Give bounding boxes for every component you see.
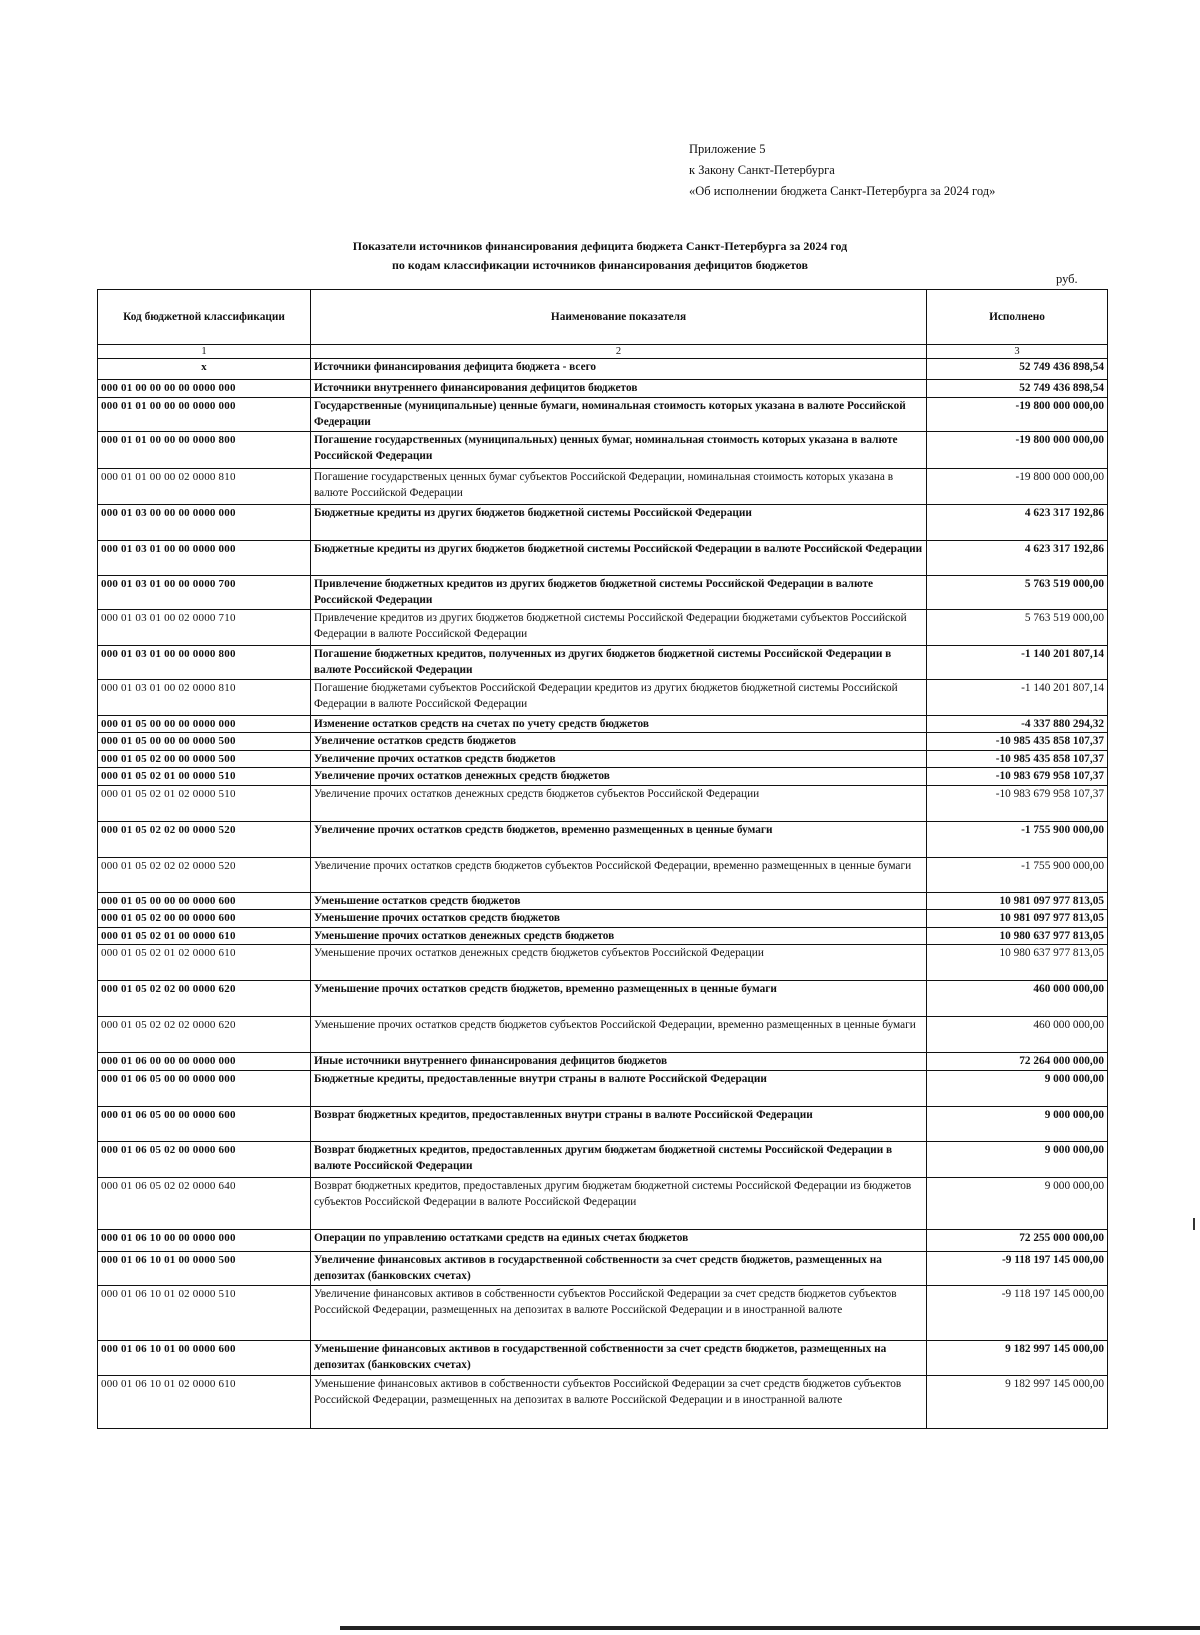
row-name: Увеличение прочих остатков средств бюджетов субъектов Российской Федерации, временно размещенных в ценные бумаги (311, 857, 927, 892)
row-name: Уменьшение прочих остатков средств бюджетов (311, 910, 927, 928)
row-value: -10 983 679 958 107,37 (927, 785, 1108, 821)
row-value: -19 800 000 000,00 (927, 468, 1108, 504)
row-name: Операции по управлению остатками средств на единых счетах бюджетов (311, 1229, 927, 1251)
row-value: -19 800 000 000,00 (927, 431, 1108, 468)
row-value: 72 264 000 000,00 (927, 1053, 1108, 1071)
row-name: Возврат бюджетных кредитов, предоставленных внутри страны в валюте Российской Федерации (311, 1106, 927, 1141)
row-name: Уменьшение прочих остатков средств бюджетов субъектов Российской Федерации, временно размещенных в ценные бумаги (311, 1017, 927, 1053)
row-value: 4 623 317 192,86 (927, 540, 1108, 575)
table-row (98, 431, 1108, 468)
row-code: 000 01 05 02 01 00 0000 510 (98, 768, 311, 786)
row-code: 000 01 06 05 02 00 0000 600 (98, 1141, 311, 1177)
table-row (98, 1053, 1108, 1071)
row-value: 9 000 000,00 (927, 1177, 1108, 1229)
row-code: 000 01 05 02 00 00 0000 600 (98, 910, 311, 928)
row-name: Уменьшение остатков средств бюджетов (311, 892, 927, 910)
row-value: -4 337 880 294,32 (927, 715, 1108, 733)
row-name: Возврат бюджетных кредитов, предоставленых другим бюджетам бюджетной системы Российской Федерации из бюджетов субъектов Российской Федерации в валюте Российской Федерации (311, 1177, 927, 1229)
row-name: Увеличение прочих остатков средств бюджетов, временно размещенных в ценные бумаги (311, 821, 927, 857)
table-row (98, 981, 1108, 1017)
row-code: 000 01 05 00 00 00 0000 600 (98, 892, 311, 910)
row-value: 5 763 519 000,00 (927, 575, 1108, 609)
table-row (98, 468, 1108, 504)
row-code: 000 01 06 10 00 00 0000 000 (98, 1229, 311, 1251)
row-value: -10 983 679 958 107,37 (927, 768, 1108, 786)
table-row (98, 857, 1108, 892)
row-name: Бюджетные кредиты из других бюджетов бюджетной системы Российской Федерации в валюте Российской Федерации (311, 540, 927, 575)
table-row (98, 1106, 1108, 1141)
table-row (98, 1285, 1108, 1340)
row-code: 000 01 03 01 00 02 0000 810 (98, 679, 311, 715)
row-code: 000 01 01 00 00 02 0000 810 (98, 468, 311, 504)
row-value: 10 981 097 977 813,05 (927, 910, 1108, 928)
row-code: 000 01 05 02 00 00 0000 500 (98, 750, 311, 768)
row-value: -1 755 900 000,00 (927, 821, 1108, 857)
row-code: 000 01 05 02 02 02 0000 520 (98, 857, 311, 892)
appendix-line-3: «Об исполнении бюджета Санкт-Петербурга за 2024 год» (689, 184, 996, 198)
colnum-1: 1 (98, 345, 311, 359)
appendix-line-1: Приложение 5 (689, 142, 766, 156)
row-code: 000 01 06 10 01 00 0000 600 (98, 1340, 311, 1375)
row-name: Бюджетные кредиты из других бюджетов бюджетной системы Российской Федерации (311, 504, 927, 540)
table-row (98, 768, 1108, 786)
table-header-row (98, 290, 1108, 345)
row-value: 5 763 519 000,00 (927, 609, 1108, 645)
header-code: Код бюджетной классификации (98, 290, 311, 345)
row-code: 000 01 05 02 01 00 0000 610 (98, 927, 311, 945)
row-name: Источники финансирования дефицита бюджета - всего (311, 359, 927, 380)
row-name: Уменьшение прочих остатков средств бюджетов, временно размещенных в ценные бумаги (311, 981, 927, 1017)
row-value: 52 749 436 898,54 (927, 380, 1108, 398)
row-name: Бюджетные кредиты, предоставленные внутри страны в валюте Российской Федерации (311, 1070, 927, 1106)
row-name: Погашение государственных (муниципальных) ценных бумаг, номинальная стоимость которых указана в валюте Российской Федерации (311, 431, 927, 468)
row-code: 000 01 01 00 00 00 0000 000 (98, 397, 311, 431)
row-value: 9 000 000,00 (927, 1141, 1108, 1177)
row-value: -9 118 197 145 000,00 (927, 1251, 1108, 1285)
row-name: Источники внутреннего финансирования дефицитов бюджетов (311, 380, 927, 398)
row-name: Увеличение остатков средств бюджетов (311, 733, 927, 751)
header-value: Исполнено (927, 290, 1108, 345)
row-code: 000 01 06 10 01 02 0000 510 (98, 1285, 311, 1340)
table-row (98, 397, 1108, 431)
scan-edge-mark (1193, 1218, 1195, 1230)
row-name: Уменьшение прочих остатков денежных средств бюджетов (311, 927, 927, 945)
row-code: 000 01 05 02 02 00 0000 520 (98, 821, 311, 857)
table-row (98, 927, 1108, 945)
row-value: -1 140 201 807,14 (927, 679, 1108, 715)
row-name: Возврат бюджетных кредитов, предоставленных другим бюджетам бюджетной системы Российской Федерации в валюте Российской Федерации (311, 1141, 927, 1177)
row-value: -1 755 900 000,00 (927, 857, 1108, 892)
unit-label: руб. (1056, 272, 1078, 286)
table-row (98, 645, 1108, 679)
row-name: Увеличение прочих остатков средств бюджетов (311, 750, 927, 768)
row-name: Погашение государственых ценных бумаг субъектов Российской Федерации, номинальная стоимость которых указана в валюте Российской Федерации (311, 468, 927, 504)
row-name: Увеличение прочих остатков денежных средств бюджетов (311, 768, 927, 786)
row-value: 460 000 000,00 (927, 981, 1108, 1017)
table-row (98, 750, 1108, 768)
row-value: 9 182 997 145 000,00 (927, 1340, 1108, 1375)
scan-bottom-edge (340, 1626, 1200, 1630)
row-code: 000 01 05 00 00 00 0000 500 (98, 733, 311, 751)
row-name: Увеличение прочих остатков денежных средств бюджетов субъектов Российской Федерации (311, 785, 927, 821)
row-name: Государственные (муниципальные) ценные бумаги, номинальная стоимость которых указана в валюте Российской Федерации (311, 397, 927, 431)
row-value: 9 000 000,00 (927, 1106, 1108, 1141)
row-code: 000 01 03 01 00 00 0000 700 (98, 575, 311, 609)
table-row (98, 1141, 1108, 1177)
appendix-note (689, 139, 995, 202)
table-row (98, 892, 1108, 910)
title-line-2: по кодам классификации источников финансирования дефицитов бюджетов (392, 258, 808, 272)
row-code: 000 01 06 05 00 00 0000 000 (98, 1070, 311, 1106)
row-value: -19 800 000 000,00 (927, 397, 1108, 431)
row-value: -10 985 435 858 107,37 (927, 750, 1108, 768)
row-value: 9 000 000,00 (927, 1070, 1108, 1106)
row-code: 000 01 06 10 01 00 0000 500 (98, 1251, 311, 1285)
row-value: 72 255 000 000,00 (927, 1229, 1108, 1251)
row-code: 000 01 03 01 00 00 0000 800 (98, 645, 311, 679)
table-row (98, 1340, 1108, 1375)
row-code: 000 01 06 10 01 02 0000 610 (98, 1375, 311, 1428)
row-value: 460 000 000,00 (927, 1017, 1108, 1053)
row-name: Привлечение бюджетных кредитов из других бюджетов бюджетной системы Российской Федерации в валюте Российской Федерации (311, 575, 927, 609)
row-value: 4 623 317 192,86 (927, 504, 1108, 540)
row-code: 000 01 05 02 02 02 0000 620 (98, 1017, 311, 1053)
row-name: Уменьшение финансовых активов в собственности субъектов Российской Федерации за счет средств бюджетов субъектов Российской Федерации, размещенных на депозитах в валюте Российской Федерации и в иностранной валюте (311, 1375, 927, 1428)
table-row (98, 945, 1108, 981)
table-row (98, 540, 1108, 575)
title-line-1: Показатели источников финансирования дефицита бюджета Санкт-Петербурга за 2024 год (352, 239, 848, 253)
row-name: Иные источники внутреннего финансирования дефицитов бюджетов (311, 1053, 927, 1071)
row-value: 10 981 097 977 813,05 (927, 892, 1108, 910)
table-row (98, 910, 1108, 928)
table-row (98, 679, 1108, 715)
row-name: Уменьшение прочих остатков денежных средств бюджетов субъектов Российской Федерации (311, 945, 927, 981)
table-row (98, 359, 1108, 380)
row-code: 000 01 05 02 02 00 0000 620 (98, 981, 311, 1017)
row-code: 000 01 03 01 00 02 0000 710 (98, 609, 311, 645)
row-code: 000 01 06 05 02 02 0000 640 (98, 1177, 311, 1229)
row-code: х (98, 359, 311, 380)
row-value: 52 749 436 898,54 (927, 359, 1108, 380)
appendix-line-2: к Закону Санкт-Петербурга (689, 163, 835, 177)
table-row (98, 821, 1108, 857)
row-value: -10 985 435 858 107,37 (927, 733, 1108, 751)
row-code: 000 01 01 00 00 00 0000 800 (98, 431, 311, 468)
row-name: Привлечение кредитов из других бюджетов бюджетной системы Российской Федерации бюджетами субъектов Российской Федерации в валюте Российской Федерации (311, 609, 927, 645)
row-name: Изменение остатков средств на счетах по учету средств бюджетов (311, 715, 927, 733)
row-code: 000 01 05 00 00 00 0000 000 (98, 715, 311, 733)
row-value: 10 980 637 977 813,05 (927, 927, 1108, 945)
row-code: 000 01 05 02 01 02 0000 510 (98, 785, 311, 821)
table-row (98, 504, 1108, 540)
table-row (98, 609, 1108, 645)
table-row (98, 1070, 1108, 1106)
table-row (98, 1375, 1108, 1428)
row-code: 000 01 03 00 00 00 0000 000 (98, 504, 311, 540)
column-number-row (98, 345, 1108, 359)
table-row (98, 715, 1108, 733)
row-value: -9 118 197 145 000,00 (927, 1285, 1108, 1340)
row-code: 000 01 06 00 00 00 0000 000 (98, 1053, 311, 1071)
row-code: 000 01 05 02 01 02 0000 610 (98, 945, 311, 981)
row-name: Увеличение финансовых активов в государственной собственности за счет средств бюджетов, размещенных на депозитах (банковских счетах) (311, 1251, 927, 1285)
table-row (98, 733, 1108, 751)
row-code: 000 01 06 05 00 00 0000 600 (98, 1106, 311, 1141)
row-value: -1 140 201 807,14 (927, 645, 1108, 679)
table-row (98, 1017, 1108, 1053)
sources-table (97, 289, 1108, 1429)
table-row (98, 1177, 1108, 1229)
header-name: Наименование показателя (311, 290, 927, 345)
row-value: 9 182 997 145 000,00 (927, 1375, 1108, 1428)
colnum-2: 2 (311, 345, 927, 359)
row-code: 000 01 03 01 00 00 0000 000 (98, 540, 311, 575)
row-name: Уменьшение финансовых активов в государственной собственности за счет средств бюджетов, размещенных на депозитах (банковских счетах) (311, 1340, 927, 1375)
colnum-3: 3 (927, 345, 1108, 359)
table-row (98, 1251, 1108, 1285)
table-row (98, 1229, 1108, 1251)
table-row (98, 380, 1108, 398)
row-name: Погашение бюджетных кредитов, полученных из других бюджетов бюджетной системы Российской Федерации в валюте Российской Федерации (311, 645, 927, 679)
row-code: 000 01 00 00 00 00 0000 000 (98, 380, 311, 398)
document-title (200, 237, 1000, 275)
table-row (98, 785, 1108, 821)
row-name: Погашение бюджетами субъектов Российской Федерации кредитов из других бюджетов бюджетной системы Российской Федерации в валюте Российской Федерации (311, 679, 927, 715)
table-row (98, 575, 1108, 609)
row-value: 10 980 637 977 813,05 (927, 945, 1108, 981)
row-name: Увеличение финансовых активов в собственности субъектов Российской Федерации за счет средств бюджетов субъектов Российской Федерации, размещенных на депозитах в валюте Российской Федерации и в иностранной валюте (311, 1285, 927, 1340)
